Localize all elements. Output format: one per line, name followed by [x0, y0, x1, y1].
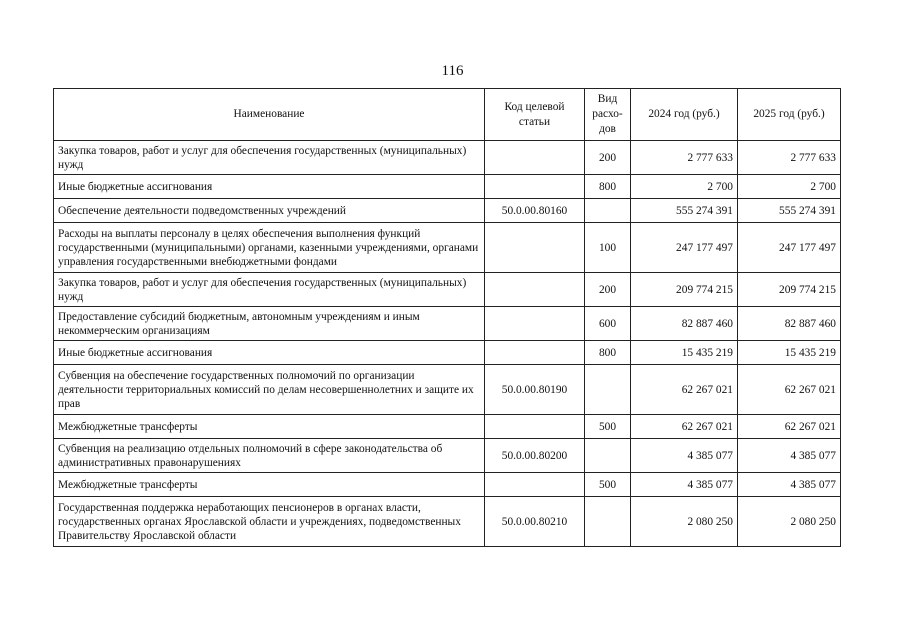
row-amount-2024: 15 435 219	[631, 341, 738, 365]
table-row	[54, 365, 841, 415]
table-row	[54, 473, 841, 497]
row-code	[485, 223, 585, 273]
row-amount-2025: 2 777 633	[738, 141, 841, 175]
row-amount-2025: 2 080 250	[738, 497, 841, 547]
row-kind: 100	[585, 223, 631, 273]
row-code	[485, 141, 585, 175]
row-name: Межбюджетные трансферты	[54, 415, 485, 439]
row-kind: 600	[585, 307, 631, 341]
row-amount-2025: 247 177 497	[738, 223, 841, 273]
row-name: Государственная поддержка неработающих пенсионеров в органах власти, государственных органах Ярославской области и учреждениях, подведомственных Правительству Ярославской области	[54, 497, 485, 547]
table-header-row	[54, 89, 841, 141]
table-row	[54, 341, 841, 365]
row-code	[485, 473, 585, 497]
header-year-2024: 2024 год (руб.)	[631, 89, 738, 141]
row-name: Межбюджетные трансферты	[54, 473, 485, 497]
row-code	[485, 307, 585, 341]
row-amount-2025: 4 385 077	[738, 473, 841, 497]
row-code: 50.0.00.80160	[485, 199, 585, 223]
row-kind: 200	[585, 273, 631, 307]
row-amount-2025: 15 435 219	[738, 341, 841, 365]
row-kind: 800	[585, 341, 631, 365]
row-code: 50.0.00.80190	[485, 365, 585, 415]
table-row	[54, 307, 841, 341]
row-name: Обеспечение деятельности подведомственных учреждений	[54, 199, 485, 223]
row-kind: 500	[585, 473, 631, 497]
header-kind: Вид расхо-дов	[585, 89, 631, 141]
row-name: Иные бюджетные ассигнования	[54, 341, 485, 365]
row-name: Закупка товаров, работ и услуг для обеспечения государственных (муниципальных) нужд	[54, 273, 485, 307]
row-code	[485, 273, 585, 307]
row-amount-2025: 62 267 021	[738, 365, 841, 415]
row-amount-2024: 247 177 497	[631, 223, 738, 273]
row-code	[485, 341, 585, 365]
table-row	[54, 141, 841, 175]
row-kind: 500	[585, 415, 631, 439]
table-row	[54, 415, 841, 439]
row-name: Предоставление субсидий бюджетным, автономным учреждениям и иным некоммерческим организациям	[54, 307, 485, 341]
row-name: Субвенция на реализацию отдельных полномочий в сфере законодательства об административных правонарушениях	[54, 439, 485, 473]
row-amount-2025: 62 267 021	[738, 415, 841, 439]
table-row	[54, 199, 841, 223]
table-row	[54, 439, 841, 473]
row-kind: 800	[585, 175, 631, 199]
row-name: Расходы на выплаты персоналу в целях обеспечения выполнения функций государственными (муниципальными) органами, казенными учреждениями, органами управления государственными внебюджетными фондами	[54, 223, 485, 273]
row-amount-2024: 82 887 460	[631, 307, 738, 341]
table-row	[54, 223, 841, 273]
row-kind	[585, 439, 631, 473]
budget-table	[53, 88, 841, 547]
page-number: 116	[441, 63, 464, 79]
row-code	[485, 175, 585, 199]
row-amount-2024: 4 385 077	[631, 439, 738, 473]
header-year-2025: 2025 год (руб.)	[738, 89, 841, 141]
row-amount-2024: 209 774 215	[631, 273, 738, 307]
row-amount-2024: 4 385 077	[631, 473, 738, 497]
header-name: Наименование	[54, 89, 485, 141]
table-row	[54, 497, 841, 547]
row-name: Закупка товаров, работ и услуг для обеспечения государственных (муниципальных) нужд	[54, 141, 485, 175]
header-code: Код целевой статьи	[485, 89, 585, 141]
row-amount-2025: 2 700	[738, 175, 841, 199]
row-amount-2024: 62 267 021	[631, 365, 738, 415]
row-amount-2024: 2 777 633	[631, 141, 738, 175]
table-row	[54, 175, 841, 199]
row-amount-2024: 555 274 391	[631, 199, 738, 223]
row-amount-2024: 2 080 250	[631, 497, 738, 547]
row-amount-2024: 2 700	[631, 175, 738, 199]
row-amount-2025: 209 774 215	[738, 273, 841, 307]
table-row	[54, 273, 841, 307]
row-kind	[585, 365, 631, 415]
row-kind	[585, 199, 631, 223]
row-kind	[585, 497, 631, 547]
row-code	[485, 415, 585, 439]
row-amount-2025: 82 887 460	[738, 307, 841, 341]
row-kind: 200	[585, 141, 631, 175]
row-amount-2025: 555 274 391	[738, 199, 841, 223]
row-name: Иные бюджетные ассигнования	[54, 175, 485, 199]
row-code: 50.0.00.80200	[485, 439, 585, 473]
row-code: 50.0.00.80210	[485, 497, 585, 547]
row-amount-2025: 4 385 077	[738, 439, 841, 473]
row-amount-2024: 62 267 021	[631, 415, 738, 439]
row-name: Субвенция на обеспечение государственных полномочий по организации деятельности территориальных комиссий по делам несовершеннолетних и защите их прав	[54, 365, 485, 415]
